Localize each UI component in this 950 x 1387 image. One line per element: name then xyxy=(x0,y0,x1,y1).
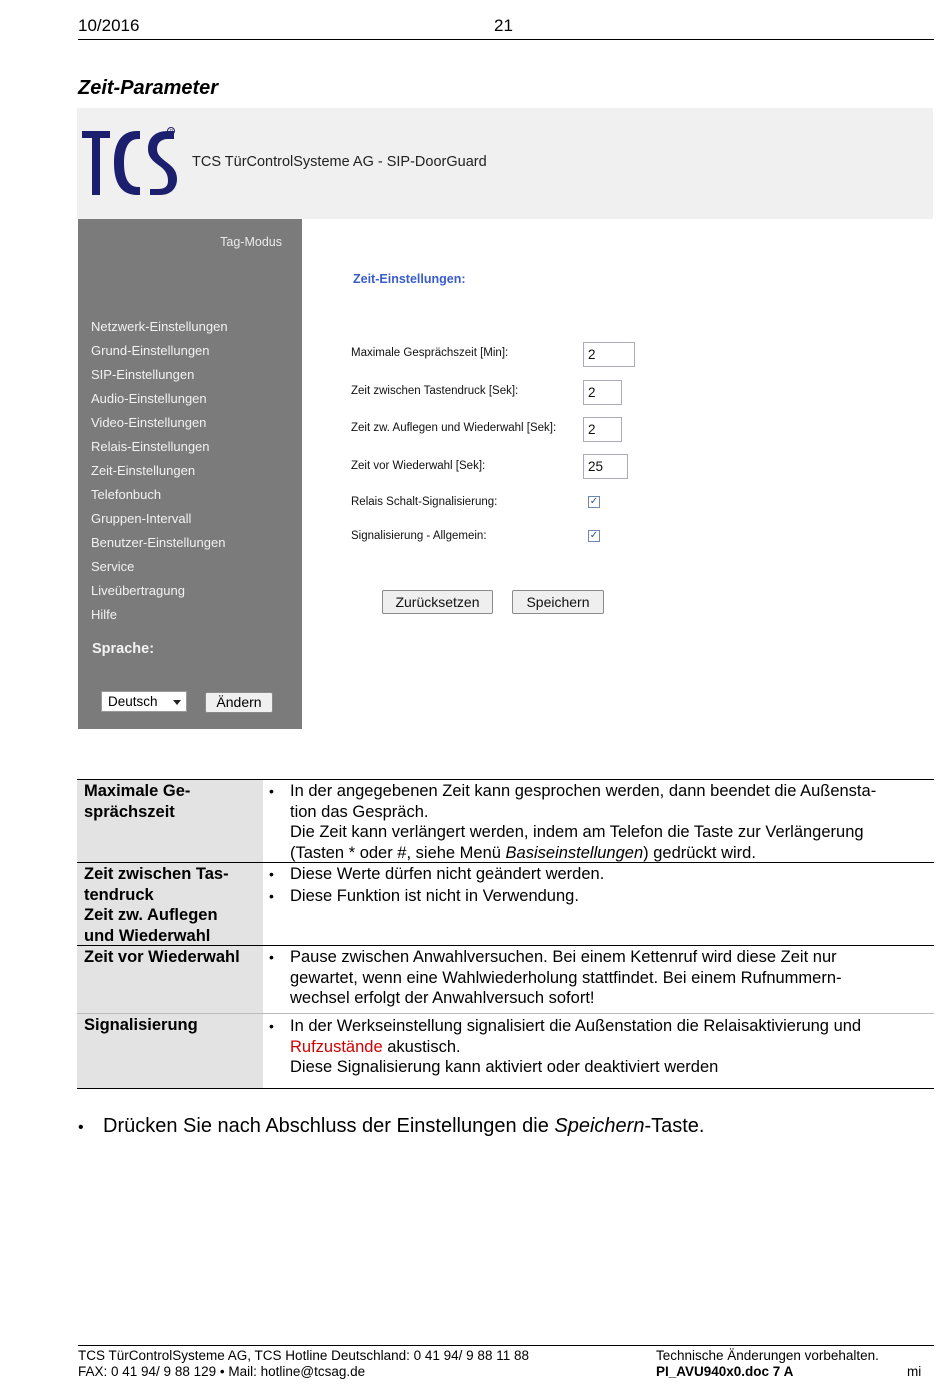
nav-item-benutzer[interactable]: Benutzer-Einstellungen xyxy=(91,535,226,550)
nav-item-gruppen[interactable]: Gruppen-Intervall xyxy=(91,511,192,526)
nav-item-telefonbuch[interactable]: Telefonbuch xyxy=(91,487,162,502)
field-label-key-interval: Zeit zwischen Tastendruck [Sek]: xyxy=(351,385,519,397)
change-language-button[interactable]: Ändern xyxy=(205,692,273,713)
list-item: • Pause zwischen Anwahlversuchen. Bei einem Kettenruf wird diese Zeit nur gewartet, wenn eine Wahlwiederholung stattfindet. Bei einem Rufnummern- wechsel erfolgt der Anwahlversuch sofort! xyxy=(269,947,929,1009)
before-redial-input[interactable]: 25 xyxy=(583,454,628,479)
brand-title: TCS TürControlSysteme AG - SIP-DoorGuard xyxy=(192,154,487,170)
nav-item-audio[interactable]: Audio-Einstellungen xyxy=(91,391,207,406)
list-item: • Diese Werte dürfen nicht geändert werden. xyxy=(269,864,929,885)
field-label-before-redial: Zeit vor Wiederwahl [Sek]: xyxy=(351,460,486,472)
field-label-hangup-redial: Zeit zw. Auflegen und Wiederwahl [Sek]: xyxy=(351,422,557,434)
nav-item-sip[interactable]: SIP-Einstellungen xyxy=(91,367,195,382)
nav-item-netzwerk[interactable]: Netzwerk-Einstellungen xyxy=(91,319,228,334)
language-label: Sprache: xyxy=(92,641,155,657)
header-rule xyxy=(78,39,934,40)
section-title: Zeit-Parameter xyxy=(78,77,219,99)
mode-link[interactable]: Tag-Modus xyxy=(220,235,282,249)
check-label-general-signal: Signalisierung - Allgemein: xyxy=(351,530,487,542)
key-interval-input[interactable]: 2 xyxy=(583,380,622,405)
nav-item-zeit[interactable]: Zeit-Einstellungen xyxy=(91,463,196,478)
tcs-logo-icon xyxy=(82,125,182,197)
general-signal-checkbox[interactable]: ✓ xyxy=(589,530,599,541)
sidebar xyxy=(78,219,302,729)
language-select[interactable] xyxy=(101,691,187,712)
page-number: 21 xyxy=(494,16,513,35)
bullet-icon: • xyxy=(78,1119,84,1136)
row-text-max-talk xyxy=(269,781,929,863)
footer-initials: mi xyxy=(907,1364,922,1379)
svg-text:R: R xyxy=(169,129,174,135)
content-title: Zeit-Einstellungen: xyxy=(353,272,466,286)
row-text-signal xyxy=(269,1016,929,1078)
footer-right: Technische Änderungen vorbehalten. PI_AVU940x0.doc 7 A xyxy=(656,1348,879,1379)
row-label-intervals: Zeit zwischen Tas- tendruck Zeit zw. Auflegen und Wiederwahl xyxy=(77,863,263,945)
list-item: • In der angegebenen Zeit kann gesprochen werden, dann beendet die Außensta- tion das Gespräch. Die Zeit kann verlängert werden, indem am Telefon die Taste zur Verlängerung (Tasten * oder #, siehe Menü Basiseinstellungen) gedrückt wird. xyxy=(269,781,929,863)
footer-rule xyxy=(78,1345,934,1346)
row-label-max-talk: Maximale Ge- sprächszeit xyxy=(77,780,263,862)
footer-left: TCS TürControlSysteme AG, TCS Hotline Deutschland: 0 41 94/ 9 88 11 88 FAX: 0 41 94/ 9 88 129 • Mail: hotline@tcsag.de xyxy=(78,1348,529,1379)
chevron-down-icon xyxy=(173,700,181,705)
list-item: • In der Werkseinstellung signalisiert die Außenstation die Relaisaktivierung und Rufzustände akustisch. Diese Signalisierung kann aktiviert oder deaktiviert werden xyxy=(269,1016,929,1078)
header-date: 10/2016 xyxy=(78,16,140,35)
list-item: • Diese Funktion ist nicht in Verwendung. xyxy=(269,886,929,907)
check-label-relay-signal: Relais Schalt-Signalisierung: xyxy=(351,496,498,508)
instruction: • Drücken Sie nach Abschluss der Einstellungen die Speichern-Taste. xyxy=(78,1115,705,1137)
save-button[interactable]: Speichern xyxy=(512,590,604,614)
nav-item-grund[interactable]: Grund-Einstellungen xyxy=(91,343,210,358)
field-label-max-talk: Maximale Gesprächszeit [Min]: xyxy=(351,347,509,359)
nav-item-hilfe[interactable]: Hilfe xyxy=(91,607,118,622)
nav-item-service[interactable]: Service xyxy=(91,559,135,574)
highlight-text: Rufzustände xyxy=(290,1037,383,1056)
row-text-before-redial xyxy=(269,947,929,1009)
reset-button[interactable]: Zurücksetzen xyxy=(382,590,493,614)
language-select-value: Deutsch xyxy=(108,694,158,709)
table-rule-bottom xyxy=(77,1088,934,1089)
row-label-before-redial: Zeit vor Wiederwahl xyxy=(77,946,263,1014)
row-label-signal: Signalisierung xyxy=(77,1014,263,1088)
nav-item-relais[interactable]: Relais-Einstellungen xyxy=(91,439,210,454)
hangup-redial-input[interactable]: 2 xyxy=(583,417,622,442)
max-talk-input[interactable]: 2 xyxy=(583,342,635,367)
row-text-intervals xyxy=(269,864,929,907)
nav-item-live[interactable]: Liveübertragung xyxy=(91,583,185,598)
relay-signal-checkbox[interactable]: ✓ xyxy=(589,496,599,507)
nav-item-video[interactable]: Video-Einstellungen xyxy=(91,415,207,430)
sidebar-nav xyxy=(91,315,228,627)
